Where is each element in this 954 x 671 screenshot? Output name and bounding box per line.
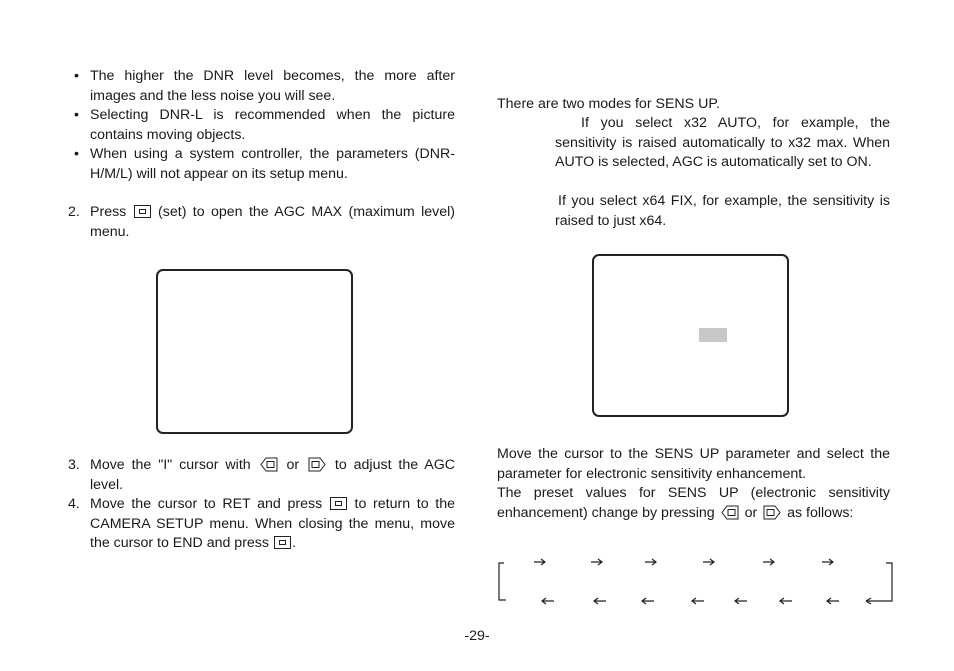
left-button-icon bbox=[720, 505, 740, 520]
sens-up-instruction: Move the cursor to the SENS UP parameter and select the parameter for electronic sensitivity enhancement. bbox=[497, 446, 890, 482]
sens-up-cycle-diagram bbox=[490, 555, 900, 610]
cycle-bracket-left bbox=[499, 563, 506, 600]
arrow-left-icon bbox=[827, 598, 839, 604]
bullet-item: • When using a system controller, the parameters (DNR-H/M/L) will not appear on its setup menu. bbox=[74, 146, 455, 182]
arrow-right-icon bbox=[703, 559, 714, 565]
step-4: 4. Move the cursor to RET and press to return to the CAMERA SETUP menu. When closing the menu, move the cursor to END and press . bbox=[68, 496, 455, 551]
right-button-icon bbox=[762, 505, 782, 520]
arrow-right-icon bbox=[763, 559, 774, 565]
step-3: 3. Move the "I" cursor with or to adjust the AGC level. bbox=[68, 457, 455, 493]
arrow-right-icon bbox=[534, 559, 545, 565]
bullet-item: • Selecting DNR-L is recommended when the picture contains moving objects. bbox=[74, 107, 455, 143]
bullet-list bbox=[72, 67, 455, 184]
set-button-icon bbox=[330, 497, 347, 510]
arrow-left-icon bbox=[594, 598, 606, 604]
cycle-bracket-right bbox=[866, 563, 892, 601]
arrow-right-icon bbox=[822, 559, 833, 565]
page-number: -29- bbox=[464, 628, 490, 644]
bullet-item: • The higher the DNR level becomes, the more after images and the less noise you will see. bbox=[74, 68, 455, 104]
set-button-icon bbox=[134, 205, 151, 218]
arrow-left-icon bbox=[542, 598, 554, 604]
right-button-icon bbox=[307, 457, 327, 472]
sens-up-menu-monitor bbox=[592, 254, 789, 417]
bullet-dot: • bbox=[74, 68, 79, 84]
arrow-right-icon bbox=[591, 559, 602, 565]
sens-up-preset-desc: The preset values for SENS UP (electronic sensitivity enhancement) change by pressing or as follows: bbox=[497, 485, 890, 521]
arrow-left-icon bbox=[780, 598, 792, 604]
arrow-left-icon bbox=[642, 598, 654, 604]
bullet-dot: • bbox=[74, 146, 79, 162]
sens-up-intro: There are two modes for SENS UP. bbox=[497, 96, 720, 112]
selected-value-highlight bbox=[699, 328, 727, 342]
left-button-icon bbox=[259, 457, 279, 472]
step-number: 2. bbox=[68, 204, 80, 220]
set-button-icon bbox=[274, 536, 291, 549]
arrow-left-icon bbox=[735, 598, 747, 604]
step-number: 3. bbox=[68, 457, 80, 473]
bullet-dot: • bbox=[74, 107, 79, 123]
arrow-left-icon bbox=[692, 598, 704, 604]
sens-up-fix-desc: If you select x64 FIX, for example, the sensitivity is raised to just x64. bbox=[555, 193, 890, 229]
sens-up-auto-desc: If you select x32 AUTO, for example, the sensitivity is raised automatically to x32 max. When AUTO is selected, AGC is automatically set to ON. bbox=[555, 115, 890, 170]
agc-max-menu-monitor bbox=[156, 269, 353, 434]
step-number: 4. bbox=[68, 496, 80, 512]
arrow-right-icon bbox=[645, 559, 656, 565]
step-2: 2. Press (set) to open the AGC MAX (maximum level) menu. bbox=[68, 204, 455, 240]
